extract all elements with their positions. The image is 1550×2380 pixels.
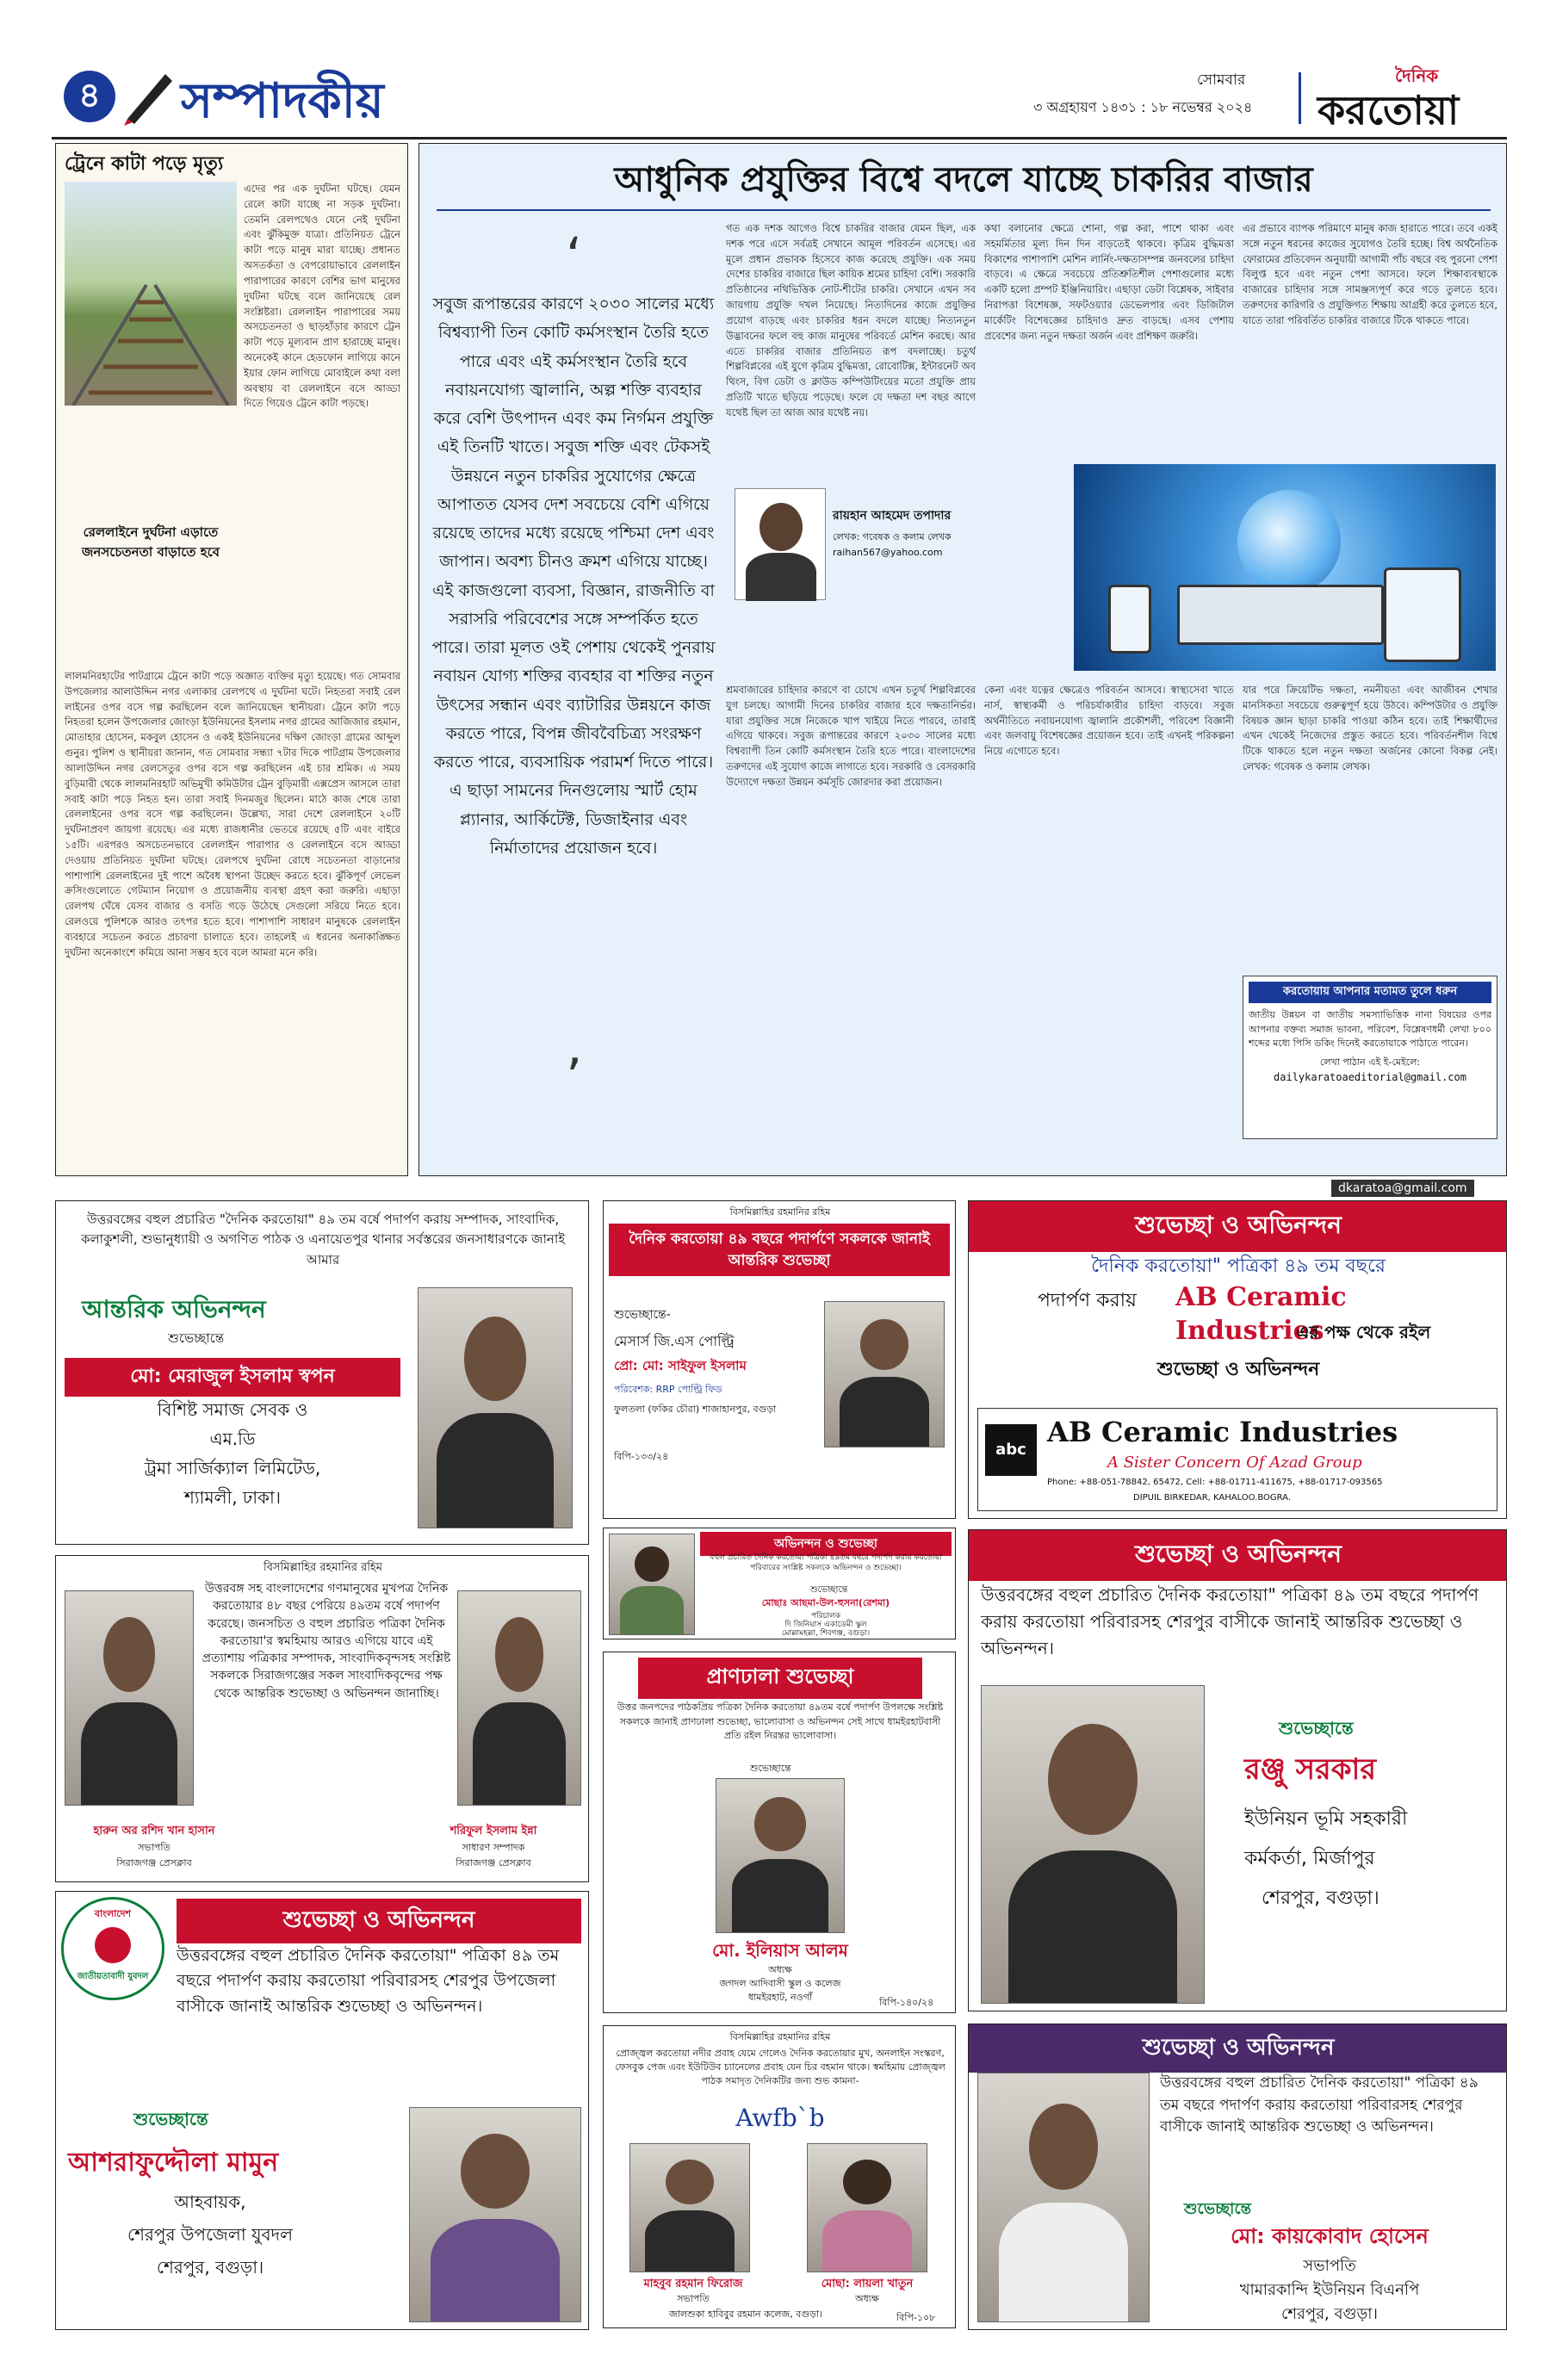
masthead (52, 62, 1507, 139)
ad9-code: বিপি-১০৮ (896, 2312, 936, 2323)
ad7-photo (981, 1685, 1205, 2004)
ad7-l3: শেরপুর, বগুড়া। (1262, 1887, 1380, 1909)
ad-ilias (603, 1652, 956, 2013)
phone-icon (1108, 585, 1151, 654)
quote-open-icon: ‘ (566, 226, 583, 287)
ab-logo-tag: A Sister Concern Of Azad Group (1107, 1453, 1362, 1472)
author-role: লেখক: গবেষক ও কলাম লেখক (833, 531, 952, 542)
ad4-text: বহুল প্রচারিত দৈনিক করতোয়া পত্রিকা ৪৯তম বছরে পদার্পণ করায় করতোয়া পরিবারের সংশ্লিষ্ট সকলকে অভিনন্দন ও শুভেচ্ছা। (710, 1553, 942, 1573)
ad10-l3: শেরপুর, বগুড়া। (1281, 2305, 1378, 2323)
ad10-l1: সভাপতি (1303, 2257, 1356, 2275)
ad8-l1: আহবায়ক, (174, 2191, 246, 2212)
ad1-text: উত্তরবঙ্গের বহুল প্রচারিত "দৈনিক করতোয়া" ৪৯ তম বর্ষে পদার্পণ করায় সম্পাদক, সাংবাদিক, কলাকুশলী, শুভানুধ্যায়ী ও অগণিত পাঠক ও এনায়েতপুর থানার সর্বস্তরের জনসাধারণকে জানাই আমার (80, 1212, 566, 1267)
ad5-r2: সাধারণ সম্পাদক (462, 1842, 525, 1853)
ad5-photo-1 (65, 1590, 194, 1806)
ab-phone: Phone: +88-051-78842, 65472, Cell: +88-01711-411675, +88-01717-093565 (1047, 1478, 1383, 1487)
main-col-6: যার পরে ক্রিয়েটিভ দক্ষতা, নমনীয়তা এবং আজীবন শেখার মানসিকতা সবচেয়ে গুরুত্বপূর্ণ হয়ে উঠবে। কম্পিউটার ও প্রযুক্তি বিষয়ক জ্ঞান ছাড়া চাকরি পাওয়া কঠিন হবে। তাই শিক্ষার্থীদের এখন থেকেই নিজেদের প্রস্তুত করতে হবে। পরিবর্তনশীল বিশ্বে টিকে থাকতে হলে নতুন দক্ষতা অর্জনের কোনো বিকল্প নেই। লেখক: গবেষক ও কলাম লেখক। (1243, 684, 1497, 773)
ad4-title: অভিনন্দন ও শুভেচ্ছা (700, 1532, 952, 1556)
pen-icon (121, 65, 181, 126)
ad3-brand: AB Ceramic Industries (1175, 1282, 1347, 1346)
ad-college (603, 2025, 956, 2328)
jubodal-logo-top: বাংলাদেশ (94, 1908, 132, 1919)
editorial-main (418, 143, 1507, 1176)
ad6-addr: ধামইরহাট, নওগাঁ (747, 1992, 813, 2003)
ad-ronju (968, 1529, 1507, 2011)
cta-title: করতোয়ায় আপনার মতামত তুলে ধরুন (1249, 982, 1491, 1003)
train-title: ট্রেনে কাটা পড়ে মৃত্যু (65, 153, 224, 175)
ad9-n2: মোছা: লায়লা খাতুন (821, 2278, 914, 2290)
main-col-5: কেনা এবং যত্নের ক্ষেত্রেও পরিবর্তন আসবে। স্বাস্থ্যসেবা খাতে নার্স, স্বাস্থ্যকর্মী ও পরিচর্যাকারীর চাহিদা বাড়বে। সবুজ অর্থনীতিতে নবায়নযোগ্য জ্বালানি প্রকৌশলী, পরিবেশ বিজ্ঞানী এবং জলবায়ু বিশেষজ্ঞের প্রয়োজন হবে। তাই এখনই পরিকল্পনা নিয়ে এগোতে হবে। (984, 684, 1234, 758)
train-body: লালমনিরহাটের পাটগ্রামে ট্রেনে কাটা পড়ে অজ্ঞাত ব্যক্তির মৃত্যু হয়েছে। গত সোমবার উপজেলার আলাউদ্দিন নগর এলাকার রেলপথে এ দুর্ঘটনা ঘটে। নিহতরা সবাই রেল লাইনের ওপর বসে গল্প করছিলেন বলে জানিয়েছেন স্থানীয়রা। ট্রেনে কাটা পড়ে নিহতরা হলেন উপজেলার জোংড়া ইউনিয়নের ইসলাম নগর গ্রামের আজিজার রহমান, মোতাহার হোসেন, মকবুল হোসেন ও একই ইউনিয়নের দক্ষিণ জোংড়া গ্রামের আব্দুল গুনুর। পুলিশ ও স্থানীয়রা জানান, গত সোমবার সন্ধ্যা ৭টার দিকে পাটগ্রাম উপজেলার আলাউদ্দিন নগর রেলসেতুর ওপর বসে গল্প করছিলেন এই চার শ্রমিক। এ সময় বুড়িমারী থেকে লালমনিরহাট অভিমুখী কমিউটার ট্রেন বুড়িমারী এক্সপ্রেস আসলে তারা সবাই কাটা পড়ে নিহত হন। তারা সবাই দিনমজুর ছিলেন। মাঠে কাজ শেষে তারা রেললাইনের ওপর বসে গল্প করছিলেন। উল্লেখ্য, সারা দেশে রেললাইনে ২০টি দুর্ঘটনাপ্রবণ জায়গা রয়েছে। এর মধ্যে রাজধানীর ভেতরে রয়েছে ৫টি এবং বাইরে ১৫টি। এরপরও অসচেতনভাবে রেললাইন পারাপার ও রেললাইনে বসে আড্ডা দেওয়ায় প্রতিনিয়ত দুর্ঘটনা ঘটছে। রেলপথে দুর্ঘটনা রোধে সচেতনতা বাড়ানোর পাশাপাশি রেললাইনের দুই পাশে অবৈধ স্থাপনা উচ্ছেদ করতে হবে। ঝুঁকিপূর্ণ লেভেল ক্রসিংগুলোতে গেটম্যান নিয়োগ ও প্রয়োজনীয় ব্যবস্থা গ্রহণ করা জরুরি। এছাড়া রেলপথ ঘেঁষে যেসব বাজার ও বসতি গড়ে উঠেছে সেগুলো সরিয়ে নিতে হবে। রেলওয়ে পুলিশকে আরও তৎপর হতে হবে। পাশাপাশি সাধারণ মানুষকে রেললাইন ব্যবহারে সচেতন করতে প্রচারণা চালাতে হবে। তাহলেই এ ধরনের অনাকাঙ্ক্ষিত দুর্ঘটনা অনেকাংশে কমিয়ে আনা সম্ভব হবে বলে আমরা মনে করি। (65, 670, 400, 958)
ad-ab-ceramic (968, 1200, 1507, 1519)
ad9-photo-2 (807, 2143, 927, 2272)
quote-close-icon: ’ (566, 1048, 583, 1108)
ad9-sign: Awfb`b (735, 2104, 825, 2132)
tech-illustration (1074, 464, 1496, 671)
pullquote: সবুজ রূপান্তরের কারণে ২০৩০ সালের মধ্যে বিশ্বব্যাপী তিন কোটি কর্মসংস্থান তৈরি হতে পারে এবং এই কর্মসংস্থান তৈরি হবে নবায়নযোগ্য জ্বালানি, অল্প শক্তি ব্যবহার করে বেশি উৎপাদন এবং কম নির্গমন প্রযুক্তি এই তিনটি খাতে। সবুজ শক্তি এবং টেকসই উন্নয়নে নতুন চাকরির সুযোগের ক্ষেত্রে আপাতত যেসব দেশ সবচেয়ে বেশি এগিয়ে রয়েছে তাদের মধ্যে রয়েছে পশ্চিমা দেশ এবং জাপান। অবশ্য চীনও ক্রমশ এগিয়ে যাচ্ছে। এই কাজগুলো ব্যবসা, বিজ্ঞান, রাজনীতি বা সরাসরি পরিবেশের সঙ্গে সম্পর্কিত হতে পারে। তারা মূলত ওই পেশায় থেকেই পুনরায় নবায়ন যোগ্য শক্তির ব্যবহার বা শক্তির নতুন উৎসের সন্ধান এবং ব্যাটারির উন্নয়নে কাজ করতে পারে, বিপন্ন জীববৈচিত্র্য সংরক্ষণ করতে পারে, ব্যবসায়িক পরামর্শ দিতে পারে। এ ছাড়া সামনের দিনগুলোয় স্মার্ট হোম প্ল্যানার, আর্কিটেক্ট, ডিজাইনার এবং নির্মাতাদের প্রয়োজন হবে। (431, 294, 716, 858)
logo-wheel-icon (95, 1927, 131, 1963)
ad5-n1: হারুন অর রশিদ খান হাসান (93, 1825, 215, 1838)
ad3-l1: দৈনিক করতোয়া" পত্রিকা ৪৯ তম বছরে (1091, 1255, 1386, 1277)
abc-logo-icon: abc (985, 1424, 1037, 1476)
ad9-r1: সভাপতি (677, 2293, 710, 2304)
author-photo (735, 488, 826, 600)
ad10-photo (977, 2073, 1150, 2322)
ad-reshma (603, 1528, 956, 1639)
ad9-text: প্রোজ্জ্বল করতোয়া নদীর প্রবাহ যেমে গেলেও দৈনিক করতোয়ার মুখ, অনলাইন সংস্করণ, ফেসবুক পেজ এবং ইউটিউব চ্যানেলের প্রবাহ যেন চির বহমান থাকে। স্বমহিমায় প্রোজ্জ্বল পাঠক সমাদৃত দৈনিকটির জন্য শুভ কামনা- (615, 2048, 946, 2086)
rail-track-icon (65, 182, 237, 406)
ad9-inst: জালশুকা হাবিবুর রহমান কলেজ, বগুড়া। (668, 2309, 823, 2320)
ad6-photo (716, 1778, 845, 1933)
ad6-name: মো. ইলিয়াস আলম (712, 1940, 848, 1961)
main-col-3: এর প্রভাবে ব্যাপক পরিমাণে মানুষ কাজ হারাতে পারে। তবে একই সঙ্গে নতুন ধরনের কাজের সুযোগও তৈরি হচ্ছে। বিশ্ব অর্থনৈতিক ফোরামের প্রতিবেদন অনুযায়ী আগামী পাঁচ বছরে বহু পুরনো পেশা বিলুপ্ত হবে এবং নতুন পেশা আসবে। ফলে শিক্ষাব্যবস্থাকে বাজারের চাহিদার সঙ্গে সামঞ্জস্যপূর্ণ করে গড়ে তুলতে হবে। তরুণদের কারিগরি ও প্রযুক্তিগত শিক্ষায় আগ্রহী করে তুলতে হবে, যাতে তারা পরিবর্তিত চাকরির বাজারে টিকে থাকতে পারে। (1243, 222, 1497, 326)
ad7-text: উত্তরবঙ্গের বহুল প্রচারিত দৈনিক করতোয়া" পত্রিকা ৪৯ তম বছরে পদার্পণ করায় করতোয়া পরিবারসহ শেরপুর বাসীকে জানাই আন্তরিক শুভেচ্ছা ও অভিনন্দন। (981, 1584, 1479, 1658)
train-photo (65, 182, 237, 406)
ad4-name: মোছাঃ আছমা-উল-হুসনা(রেশমা) (761, 1597, 890, 1608)
ad3-l4: শুভেচ্ছা ও অভিনন্দন (1156, 1359, 1320, 1380)
jubodal-logo (61, 1897, 164, 2000)
ad6-title: প্রাণঢালা শুভেচ্ছা (638, 1658, 922, 1699)
ad7-name: রঞ্জু সরকার (1244, 1752, 1377, 1787)
ad7-title: শুভেচ্ছা ও অভিনন্দন (969, 1530, 1507, 1581)
ad1-greet: শুভেচ্ছান্তে (168, 1330, 225, 1346)
ad9-bismillah: বিসমিল্লাহির রহমানির রহিম (729, 2031, 831, 2042)
ab-logo-text: AB Ceramic Industries (1047, 1416, 1398, 1448)
ad1-l3: ট্রমা সার্জিক্যাল লিমিটেড, (144, 1458, 321, 1478)
paper-top: দৈনিক (1395, 65, 1439, 86)
ad10-l2: খামারকান্দি ইউনিয়ন বিএনপি (1239, 2281, 1420, 2299)
ad-sirajganj (55, 1555, 589, 1882)
site-email[interactable]: dkaratoa@gmail.com (1331, 1180, 1474, 1197)
ad5-bismillah: বিসমিল্লাহির রহমানির রহিম (264, 1561, 382, 1574)
jubodal-logo-text: জাতীয়তাবাদী যুবদল (77, 1972, 149, 1981)
ad8-l3: শেরপুর, বগুড়া। (156, 2257, 264, 2278)
ad5-photo-2 (457, 1590, 581, 1806)
tablet-icon (1384, 567, 1461, 662)
ad-gs-poultry (603, 1200, 956, 1519)
page-number-badge (64, 71, 115, 122)
date-label: ৩ অগ্রহায়ণ ১৪৩১ : ১৮ নভেম্বর ২০২৪ (1033, 99, 1253, 115)
ad8-photo (409, 2107, 581, 2322)
ad7-greet: শুভেচ্ছান্তে (1279, 1718, 1354, 1739)
ad9-photo-1 (629, 2143, 750, 2272)
ad9-n1: মাহবুব রহমান ফিরোজ (643, 2278, 743, 2290)
ad8-name: আশরাফুদ্দৌলা মামুন (68, 2148, 279, 2178)
ad2-bismillah: বিসমিল্লাহির রহমানির রহিম (729, 1206, 831, 1218)
ad8-text: উত্তরবঙ্গের বহুল প্রচারিত দৈনিক করতোয়া" পত্রিকা ৪৯ তম বছরে পদার্পণ করায় করতোয়া পরিবারসহ শেরপুর উপজেলা বাসীকে জানাই আন্তরিক শুভেচ্ছা ও অভিনন্দন। (177, 1946, 560, 2016)
ad2-addr: ফুলতলা (ফকির চৌরা) শাজাহানপুর, বগুড়া (614, 1404, 777, 1415)
ad5-n2: শরিফুল ইসলাম ইন্না (450, 1825, 537, 1838)
ad6-inst: জগদল আদিবাসী স্কুল ও কলেজ (719, 1978, 841, 1989)
ad3-l3: এর পক্ষ থেকে রইল (1296, 1322, 1431, 1342)
ad5-o2: সিরাজগঞ্জ প্রেসক্লাব (456, 1857, 531, 1869)
ad1-name: মো: মেরাজুল ইসলাম স্বপন (65, 1358, 400, 1397)
ad4-inst: দি জিনিয়াস একাডেমী স্কুল (784, 1621, 867, 1629)
ad10-name: মো: কায়কোবাদ হোসেন (1231, 2224, 1429, 2248)
ad-kaykobad (968, 2024, 1507, 2330)
ad2-headline: দৈনিক করতোয়া ৪৯ বছরে পদার্পণে সকলকে জানাই আন্তরিক শুভেচ্ছা (609, 1224, 950, 1276)
ad9-r2: অধ্যক্ষ (855, 2293, 879, 2304)
ad7-l2: কর্মকর্তা, মির্জাপুর (1244, 1848, 1375, 1869)
ad5-r1: সভাপতি (138, 1842, 170, 1853)
write-to-us-box (1243, 976, 1497, 1139)
cta-mail-label: লেখা পাঠান এই ই-মেইলে: (1319, 1056, 1421, 1068)
train-side-text: এদের পর এক দুর্ঘটনা ঘটছে। যেমন রেলে কাটা যাচ্ছে না সড়ক দুর্ঘটনা। তেমনি রেলপথেও যেনে নেই দুর্ঘটনা এবং ঝুঁকিমুক্ত যাত্রা। প্রতিনিয়ত ট্রেনে কাটা পড়ে মানুষ মারা যাচ্ছে। প্রধানত অসতর্কতা ও বেপরোয়াভাবে রেললাইন পারাপারের কারণে বেশির ভাগ মানুষের দুর্ঘটনা ঘটছে বলে জানিয়েছে রেল সংশ্লিষ্টরা। রেললাইন পারাপারের সময় অসচেতনতা ও ছাড়হাঁড়ার কারণে ট্রেন কাটা পড়ে মূল্যবান প্রাণ হারাচ্ছে মানুষ। অনেকেই কানে হেডফোন লাগিয়ে কানে ইয়ার ফোন লাগিয়ে মোবাইলে কথা বলা অবস্থায় বা রেললাইনে বসে আড্ডা দিতে গিয়েও ট্রেনে কাটা পড়ছে। (244, 183, 400, 410)
main-col-1: গত এক দশক আগেও বিশ্বে চাকরির বাজার যেমন ছিল, এক দশক পরে এসে সর্বত্রই সেখানে আমূল পরিবর্তন এসেছে। এর মূলে প্রধান প্রভাবক হিসেবে কাজ করেছে প্রযুক্তি। এক সময় দেশের চাকরির বাজারে ছিল কায়িক শ্রমের চাহিদা বেশি। সরকারি প্রতিষ্ঠানের নথিভিত্তিক নোট-শীটের চাকরি। সেখানে এখন সব জায়গায় প্রযুক্তি দখল নিয়েছে। নিত্যদিনের কাজে প্রযুক্তির প্রয়োগ বাড়ছে এবং চাকরির ধরন বদলে যাচ্ছে। নিত্যনতুন উদ্ভাবনের ফলে বহু কাজ মানুষের পরিবর্তে মেশিন করছে। আর এতে চাকরির বাজার প্রতিনিয়ত রূপ বদলাচ্ছে। চতুর্থ শিল্পবিপ্লবের এই যুগে কৃত্রিম বুদ্ধিমত্তা, রোবোটিক্স, ইন্টারনেট অব থিংস, বিগ ডেটা ও ক্লাউড কম্পিউটিংয়ের মতো প্রযুক্তি প্রায় প্রতিটি খাতে ছড়িয়ে পড়েছে। ফলে যে দক্ষতা দশ বছর আগে যথেষ্ট ছিল তা আজ আর যথেষ্ট নয়। (726, 222, 976, 418)
ab-address: DIPUIL BIRKEDAR, KAHALOO.BOGRA. (1133, 1493, 1292, 1503)
editorial-train (55, 143, 408, 1176)
author-email: raihan567@yahoo.com (833, 547, 943, 558)
ad8-greet: শুভেচ্ছান্তে (133, 2109, 208, 2129)
laptop-icon (1177, 585, 1384, 645)
ad10-text: উত্তরবঙ্গের বহুল প্রচারিত দৈনিক করতোয়া" পত্রিকা ৪৯ তম বছরে পদার্পণ করায় করতোয়া পরিবারসহ শেরপুর বাসীকে জানাই আন্তরিক শুভেচ্ছা ও অভিনন্দন। (1160, 2074, 1479, 2135)
ad2-code: বিপি-১৩৩/২৪ (614, 1451, 669, 1462)
ad2-greet: শুভেচ্ছান্তে- (614, 1308, 671, 1322)
train-pullquote: রেললাইনে দুর্ঘটনা এড়াতে জনসচেতনতা বাড়াতে হবে (82, 524, 220, 560)
ad5-o1: সিরাজগঞ্জ প্রেসক্লাব (116, 1857, 192, 1869)
ad10-greet: শুভেচ্ছান্তে (1184, 2200, 1252, 2218)
paper-name: করতোয়া (1318, 87, 1460, 133)
ab-logo-box (977, 1408, 1497, 1511)
ad6-text: উত্তর জনপদের পাঠকপ্রিয় পত্রিকা দৈনিক করতোয়া ৪৯তম বর্ষে পদার্পণ উপলক্ষে সংশ্লিষ্ট সকলকে জানাই প্রাণঢালা শুভেচ্ছা, ভালোবাসা ও অভিনন্দন সেই সাথে ধামইরহাটবাসী প্রতি রইল নিরন্তর ভালোবাসা। (617, 1701, 944, 1741)
ad10-title: শুভেচ্ছা ও অভিনন্দন (969, 2024, 1507, 2073)
ad8-title: শুভেচ্ছা ও অভিনন্দন (177, 1899, 581, 1943)
ad-merajul (55, 1200, 589, 1545)
author-name: রায়হান আহমেদ তপাদার (833, 509, 952, 523)
ad4-role: পরিচালক (810, 1612, 841, 1621)
ad1-photo (418, 1287, 573, 1528)
ad6-greet: শুভেচ্ছান্তে (750, 1763, 791, 1774)
ad1-l4: শ্যামলী, ঢাকা। (184, 1487, 281, 1508)
ad2-photo (824, 1301, 945, 1447)
ad6-role: অধ্যক্ষ (768, 1964, 792, 1975)
ad5-text: উত্তরবঙ্গ সহ বাংলাদেশের গণমানুষের মুখপত্র দৈনিক করতোয়ার ৪৮ বছর পেরিয়ে ৪৯তম বর্ষে পদার্পণ করেছে। জনসচিত ও বহুল প্রচারিত পত্রিকা দৈনিক করতোয়া'র স্বমহিমায় আরও এগিয়ে যাবে এই প্রত্যাশায় পত্রিকার সম্পাদক, সাংবাদিকবৃন্দসহ সংশ্লিষ্ট সকলকে সিরাজগঞ্জের সকল সাংবাদিকবৃন্দের পক্ষ থেকে আন্তরিক শুভেচ্ছা ও অভিনন্দন জানাচ্ছি। (202, 1582, 451, 1701)
globe-icon (1237, 490, 1341, 593)
ad4-greet: শুভেচ্ছান্তে (810, 1585, 848, 1595)
ad1-l1: বিশিষ্ট সমাজ সেবক ও (157, 1399, 308, 1420)
day-label: সোমবার (1197, 71, 1246, 89)
ad3-l2: পদার্পণ করায় (1038, 1290, 1137, 1311)
ad2-dealer: পরিবেশক: RRP পোল্ট্রি ফিড (614, 1384, 722, 1395)
ad4-photo (609, 1534, 695, 1635)
main-col-2: কথা বলানোর ক্ষেত্রে শোনা, গল্প করা, পাশে থাকা এবং সহমর্মিতার মূল্য দিন দিন বাড়তেই থাকবে। কৃত্রিম বুদ্ধিমত্তা বিকাশের পাশাপাশি মেশিন লার্নিং-দক্ষতাসম্পন্ন জনবলের চাহিদা বাড়বে। এ ক্ষেত্রে সবচেয়ে প্রতিশ্রুতিশীল পেশাগুলোর মধ্যে একটি হলো প্রম্পট ইঞ্জিনিয়ারিং। এছাড়া ডেটা বিশ্লেষক, সাইবার নিরাপত্তা বিশেষজ্ঞ, সফটওয়্যার ডেভেলপার এবং ডিজিটাল মার্কেটিং বিশেষজ্ঞের চাহিদাও দ্রুত বাড়ছে। এসব পেশায় প্রবেশের জন্য নতুন দক্ষতা অর্জন এবং প্রশিক্ষণ জরুরি। (984, 222, 1234, 342)
ad6-code: বিপি-১৪০/২৪ (879, 1997, 934, 2008)
ad1-l2: এম.ডি (209, 1429, 256, 1449)
cta-mail[interactable]: dailykaratoaeditorial@gmail.com (1274, 1070, 1466, 1083)
cta-body: জাতীয় উন্নয়ন বা জাতীয় সমস্যাভিত্তিক নানা বিষয়ের ওপর আপনার বক্তব্য সমাজ ভাবনা, পরিবেশ, বিশ্লেষণধর্মী লেখা ৮০০ শব্দের মধ্যে পিসি ডকিং দিনেই করতোয়াকে পাঠাতে পারেন। (1249, 1009, 1491, 1049)
section-title: সম্পাদকীয় (181, 72, 384, 129)
ad1-headline: আন্তরিক অভিনন্দন (82, 1295, 266, 1323)
page-number: ৪ (78, 76, 101, 115)
main-headline: আধুনিক প্রযুক্তির বিশ্বে বদলে যাচ্ছে চাকরির বাজার (614, 159, 1313, 200)
ad2-firm: মেসার্স জি.এস পোল্ট্রি (614, 1333, 735, 1349)
ad-mamun (55, 1891, 589, 2330)
ad2-prop: প্রো: মো: সাইফুল ইসলাম (614, 1358, 747, 1373)
main-col-4: শ্রমবাজারের চাহিদার কারণে বা চোখে এখন চতুর্থ শিল্পবিপ্লবের যুগ চলছে। আগামী দিনের চাকরির বাজার হবে দক্ষতানির্ভর। যারা প্রযুক্তির সঙ্গে নিজেকে খাপ খাইয়ে নিতে পারবে, তারাই এগিয়ে থাকবে। সবুজ রূপান্তরের কারণে ২০৩০ সালের মধ্যে বিশ্বব্যাপী তিন কোটি কর্মসংস্থান তৈরি হতে পারে। বাংলাদেশের তরুণদের এই সুযোগ কাজে লাগাতে হবে। সরকারি ও বেসরকারি উদ্যোগে দক্ষতা উন্নয়ন কর্মসূচি জোরদার করা প্রয়োজন। (726, 684, 976, 788)
ad7-l1: ইউনিয়ন ভূমি সহকারী (1244, 1808, 1408, 1830)
ad3-title: শুভেচ্ছা ও অভিনন্দন (969, 1201, 1507, 1252)
ad4-addr: মোল্লামহল্লা, শিবগঞ্জ, বগুড়া। (781, 1629, 871, 1638)
ad8-l2: শেরপুর উপজেলা যুবদল (127, 2224, 294, 2245)
